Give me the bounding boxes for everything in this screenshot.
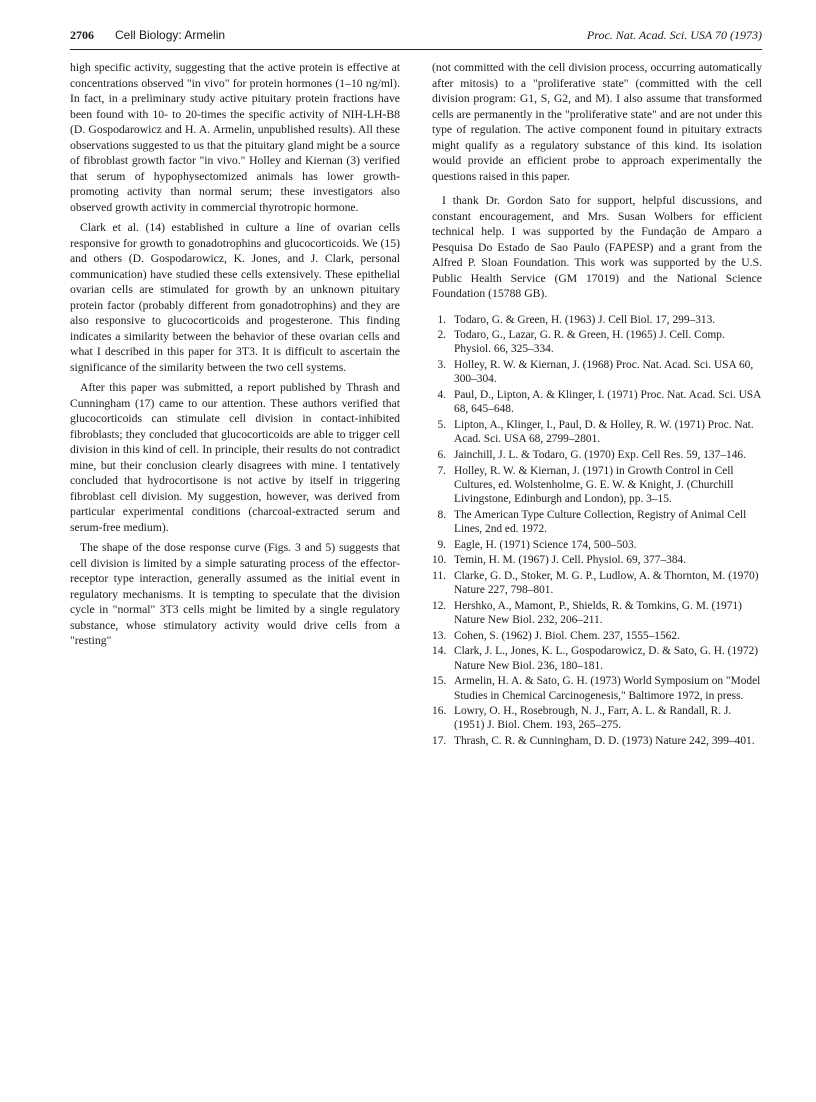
- reference-item: [432, 448, 762, 462]
- right-column: [432, 60, 762, 750]
- journal-citation: Proc. Nat. Acad. Sci. USA 70 (1973): [586, 28, 762, 42]
- reference-item: [432, 418, 762, 446]
- reference-text: Lowry, O. H., Rosebrough, N. J., Farr, A. L. & Randall, R. J. (1951) J. Biol. Chem. 193, 265–275.: [454, 705, 732, 732]
- reference-item: [432, 388, 762, 416]
- reference-number: 2.: [437, 329, 446, 342]
- reference-number: 13.: [432, 629, 447, 642]
- reference-item: [432, 508, 762, 536]
- paragraph: high specific activity, suggesting that the active protein is effective at concentrations observed "in vivo" for protein hormones (1–10 ng/ml). In fact, in a preliminary study active pituitary protein fractions have been found with 10- to 20-times the specific activity of NIH-LH-B8 (D. Gospodarowicz and H. A. Armelin, unpublished results). All these observations suggested to us that the pituitary gland might be a source of fibroblast growth factor "in vivo." Holley and Kiernan (3) verified that serum of hypophysectomized animals has lower growth-promoting activity than normal serum; these investigators also observed growth activity in commercial thyrotropic hormone.: [70, 61, 400, 214]
- acknowledgment: I thank Dr. Gordon Sato for support, helpful discussions, and constant encouragement, and Mrs. Susan Wolbers for efficient technical help. I was supported by the Fundação de Amparo a Pesquisa Do Estado de Sao Paulo (FAPESP) and a grant from the Alfred P. Sloan Foundation. This work was supported by the U.S. Public Health Service (GM 17019) and the National Science Foundation (15788 GB).: [432, 194, 762, 300]
- reference-text: Armelin, H. A. & Sato, G. H. (1973) World Symposium on "Model Studies in Chemical Carcinogenesis," Baltimore 1972, in press.: [454, 675, 761, 702]
- reference-text: Todaro, G. & Green, H. (1963) J. Cell Biol. 17, 299–313.: [454, 313, 716, 326]
- reference-text: Clark, J. L., Jones, K. L., Gospodarowicz, D. & Sato, G. H. (1972) Nature New Biol. 236, 180–181.: [454, 645, 759, 672]
- reference-text: Eagle, H. (1971) Science 174, 500–503.: [454, 538, 637, 551]
- reference-text: Hershko, A., Mamont, P., Shields, R. & Tomkins, G. M. (1971) Nature New Biol. 232, 206–211.: [454, 599, 742, 627]
- reference-item: [432, 704, 762, 732]
- reference-number: 16.: [432, 705, 447, 718]
- reference-text: Lipton, A., Klinger, I., Paul, D. & Holley, R. W. (1971) Proc. Nat. Acad. Sci. USA 68, 2799–2801.: [454, 418, 754, 446]
- reference-item: [432, 599, 762, 627]
- reference-text: Jainchill, J. L. & Todaro, G. (1970) Exp. Cell Res. 59, 137–146.: [454, 448, 746, 461]
- reference-item: [432, 538, 762, 552]
- paragraph: (not committed with the cell division process, occurring automatically after mitosis) to a "proliferative state" (committed with the cell division program: G1, S, G2, and M). I also assume that transformed cells are permanently in the "proliferative state" and are not under this type of regulation. The active component found in pituitary extracts might qualify as a regulatory substance of this kind. Its isolation would provide an efficient probe to approach experimentally the questions raised in this paper.: [432, 61, 762, 183]
- reference-number: 10.: [432, 554, 447, 567]
- reference-number: 12.: [432, 599, 447, 612]
- reference-number: 5.: [437, 418, 446, 431]
- reference-item: [432, 358, 762, 386]
- paragraph: The shape of the dose response curve (Figs. 3 and 5) suggests that cell division is limited by a simple saturating process of the effector-receptor type interaction, generally assumed as the initial event in regulatory mechanisms. It is tempting to speculate that the division cycle in "normal" 3T3 cells might be limited by a single regulatory substance, whose stimulatory activity would drive cells from a "resting": [70, 541, 400, 647]
- reference-text: Temin, H. M. (1967) J. Cell. Physiol. 69, 377–384.: [454, 554, 687, 567]
- reference-text: Thrash, C. R. & Cunningham, D. D. (1973) Nature 242, 399–401.: [454, 735, 755, 748]
- reference-number: 11.: [432, 569, 446, 582]
- reference-number: 7.: [437, 464, 446, 477]
- reference-text: Clarke, G. D., Stoker, M. G. P., Ludlow, A. & Thornton, M. (1970) Nature 227, 798–801.: [454, 569, 759, 597]
- reference-text: Holley, R. W. & Kiernan, J. (1971) in Growth Control in Cell Cultures, ed. Wolstenholme, G. E. W. & Knight, J. (Churchill Livingstone, Edinburgh and London), pp. 3–15.: [454, 464, 734, 505]
- page-number: 2706: [70, 28, 94, 42]
- reference-item: [432, 644, 762, 672]
- reference-number: 6.: [437, 448, 446, 461]
- reference-text: Paul, D., Lipton, A. & Klinger, I. (1971) Proc. Nat. Acad. Sci. USA 68, 645–648.: [454, 389, 761, 416]
- reference-number: 8.: [437, 508, 446, 521]
- running-header: [70, 28, 762, 48]
- reference-item: [432, 464, 762, 507]
- reference-text: The American Type Culture Collection, Registry of Animal Cell Lines, 2nd ed. 1972.: [454, 508, 747, 535]
- reference-number: 4.: [437, 389, 446, 402]
- reference-number: 15.: [432, 675, 447, 688]
- reference-number: 3.: [437, 359, 446, 372]
- reference-item: [432, 328, 762, 356]
- reference-item: [432, 674, 762, 702]
- reference-item: [432, 569, 762, 597]
- reference-number: 17.: [432, 735, 447, 748]
- reference-item: [432, 553, 762, 567]
- reference-number: 14.: [432, 645, 447, 658]
- reference-number: 9.: [437, 538, 446, 551]
- paragraph: Clark et al. (14) established in culture a line of ovarian cells responsive for growth to gonadotrophins and glucocorticoids. We (15) and others (D. Gospodarowicz, K. Jones, and J. Clark, personal communication) have studied these cells extensively. These epithelial ovarian cells are stimulated for growth by an unknown pituitary protein factor (probably different from gonadotrophins) and they are also responsive to glucocorticoids and progesterone. This finding indicates a similarity between the behavior of these ovarian cells and what I described in this paper for 3T3. It is difficult to ascertain the significance of the similarity between the two cell systems.: [70, 221, 400, 374]
- reference-list: [432, 313, 762, 749]
- reference-text: Holley, R. W. & Kiernan, J. (1968) Proc. Nat. Acad. Sci. USA 60, 300–304.: [454, 359, 754, 386]
- reference-item: [432, 734, 762, 748]
- reference-item: [432, 313, 762, 327]
- reference-item: [432, 629, 762, 643]
- header-rule: [70, 49, 762, 50]
- paragraph: After this paper was submitted, a report published by Thrash and Cunningham (17) came to our attention. These authors verified that glucocorticoids can stimulate cell division in contact-inhibited fibroblasts; they concluded that glucocorticoids are able to trigger cell division in this kind of cell. In principle, their results do not contradict mine, but their conclusion clearly disagrees with mine. I tentatively concluded that hydrocortisone is not active by itself in triggering fibroblast cell division. My suggestion, however, was derived from particular experimental conditions (charcoal-extracted serum and serum-free medium).: [70, 381, 400, 534]
- reference-number: 1.: [437, 313, 446, 326]
- reference-text: Todaro, G., Lazar, G. R. & Green, H. (1965) J. Cell. Comp. Physiol. 66, 325–334.: [454, 329, 725, 356]
- section-title: Cell Biology: Armelin: [115, 28, 226, 42]
- left-column: [70, 60, 400, 649]
- reference-text: Cohen, S. (1962) J. Biol. Chem. 237, 1555–1562.: [454, 629, 680, 642]
